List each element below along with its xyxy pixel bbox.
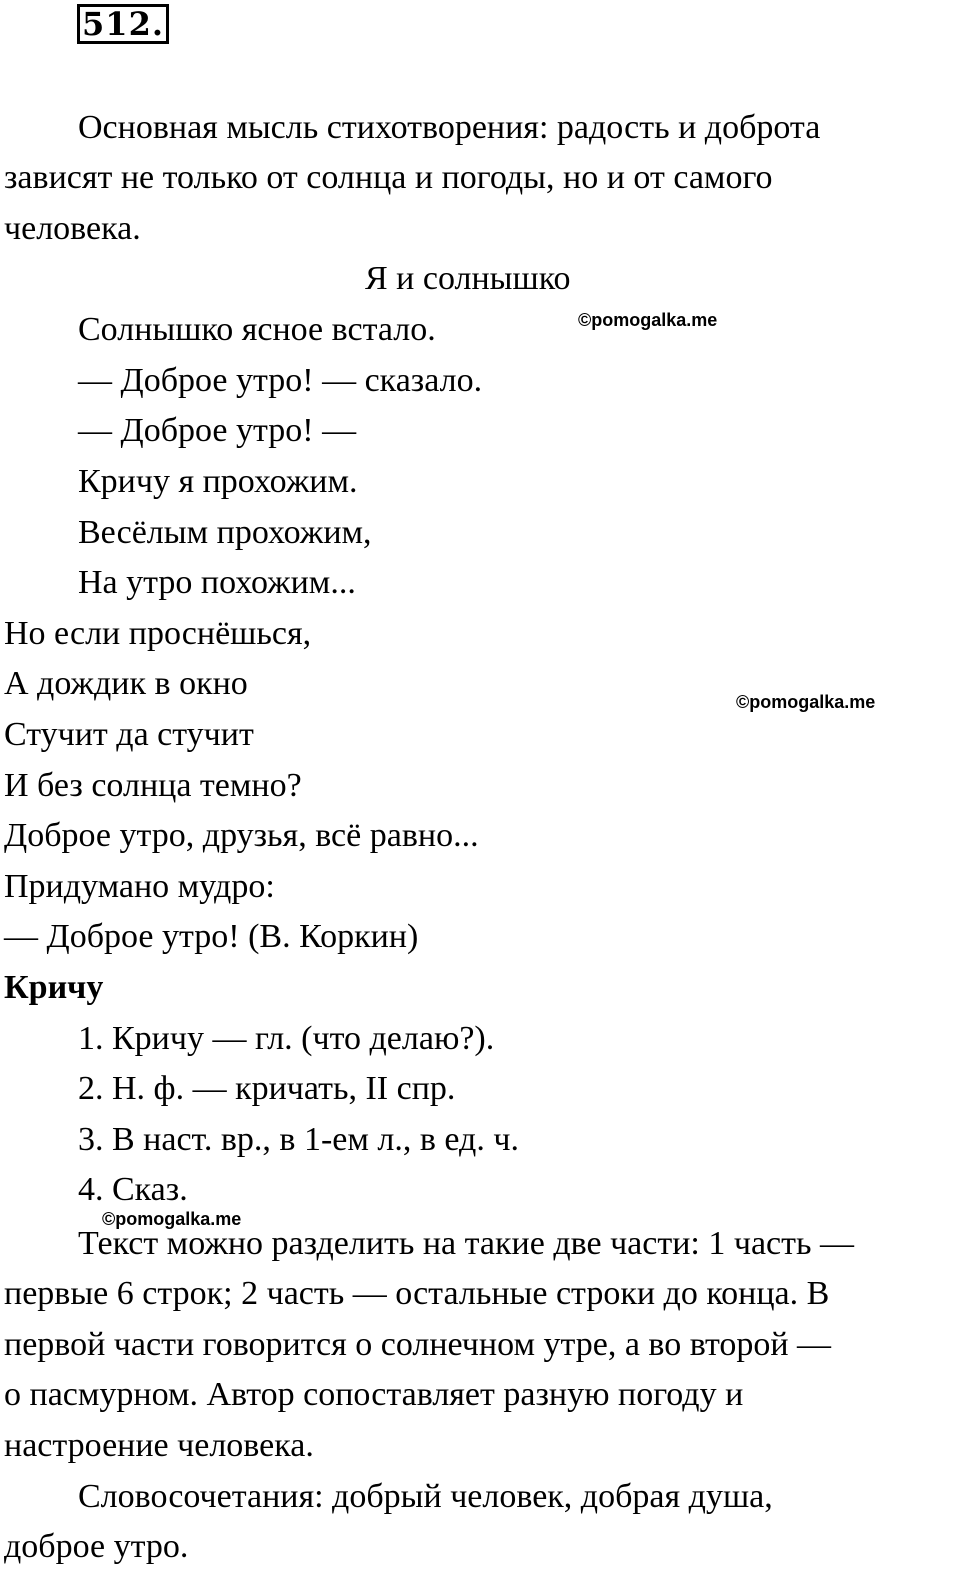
poem-title: Я и солнышко [365, 260, 571, 297]
analysis-item: 1. Кричу — гл. (что делаю?). [78, 1020, 495, 1057]
poem-line: — Доброе утро! — сказало. [78, 362, 483, 399]
poem-line: Стучит да стучит [4, 716, 254, 753]
intro-line-1: Основная мысль стихотворения: радость и доброта [78, 109, 821, 146]
analysis-item: 3. В наст. вр., в 1-ем л., в ед. ч. [78, 1121, 519, 1158]
parts-line-3: первой части говорится о солнечном утре, а во второй — [4, 1326, 832, 1363]
parts-line-2: первые 6 строк; 2 часть — остальные строки до конца. В [4, 1275, 830, 1312]
poem-line: Весёлым прохожим, [78, 514, 372, 551]
poem-line: — Доброе утро! (В. Коркин) [4, 918, 419, 955]
parts-line-4: о пасмурном. Автор сопоставляет разную погоду и [4, 1376, 744, 1413]
poem-line: Но если проснёшься, [4, 615, 312, 652]
intro-line-3: человека. [4, 210, 141, 247]
poem-line: Придумано мудро: [4, 868, 275, 905]
analysis-item: 4. Сказ. [78, 1171, 188, 1208]
poem-line: — Доброе утро! — [78, 412, 357, 449]
poem-line: Доброе утро, друзья, всё равно... [4, 817, 479, 854]
parts-line-1: Текст можно разделить на такие две части: 1 часть — [78, 1225, 854, 1262]
poem-line: И без солнца темно? [4, 767, 302, 804]
phrases-line-2: доброе утро. [4, 1528, 189, 1565]
poem-line: А дождик в окно [4, 665, 248, 702]
analysis-heading: Кричу [4, 969, 104, 1006]
watermark: ©pomogalka.me [578, 310, 718, 330]
watermark: ©pomogalka.me [102, 1209, 242, 1229]
analysis-item: 2. Н. ф. — кричать, II спр. [78, 1070, 456, 1107]
phrases-line-1: Словосочетания: добрый человек, добрая душа, [78, 1478, 773, 1515]
poem-line: Солнышко ясное встало. [78, 311, 436, 348]
parts-line-5: настроение человека. [4, 1427, 314, 1464]
intro-line-2: зависят не только от солнца и погоды, но и от самого [4, 159, 773, 196]
watermark: ©pomogalka.me [736, 692, 876, 712]
poem-line: Кричу я прохожим. [78, 463, 358, 500]
poem-line: На утро похожим... [78, 564, 356, 601]
exercise-number: 512. [77, 4, 169, 44]
